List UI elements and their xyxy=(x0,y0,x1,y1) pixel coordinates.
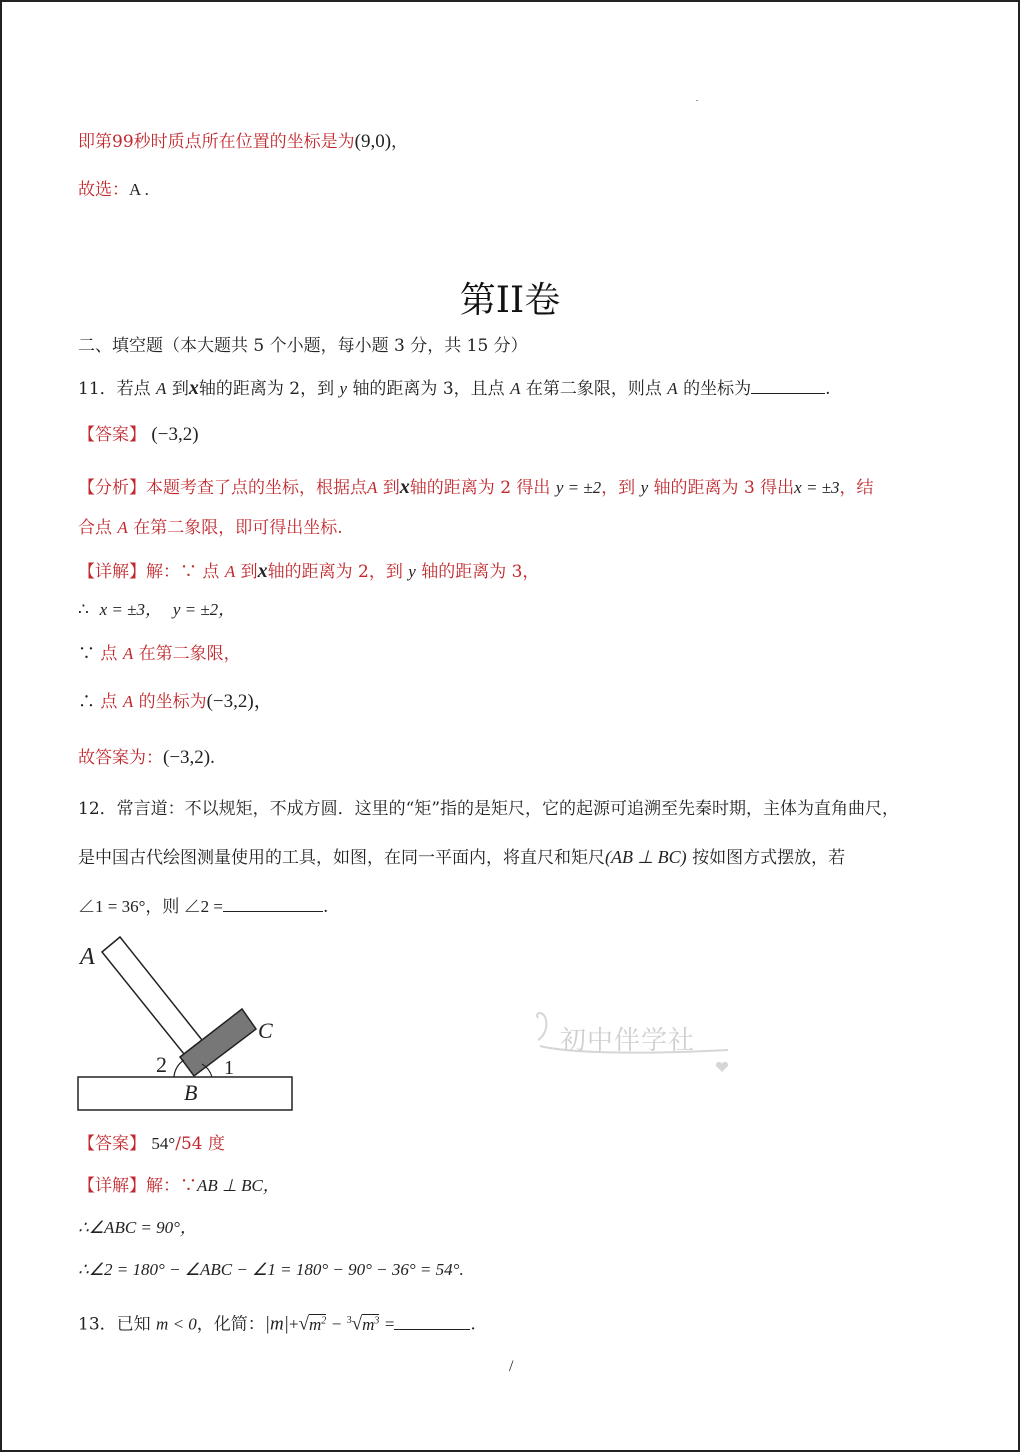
q12-line-1: 12．常言道：不以规矩，不成方圆．这里的“矩”指的是矩尺，它的起源可追溯至先秦时期，主体为直角曲尺， xyxy=(78,799,900,819)
q13-stem: 13．已知 m < 0，化简：$|m|+√m^2 - ^3√m^3$ = . xyxy=(78,1313,476,1335)
q12-step-1: ∴∠ABC = 90°， xyxy=(78,1218,197,1237)
q11-analysis-line-1: 【分析】本题考查了点的坐标，根据点A 到x轴的距离为 2 得出 y = ±2，到 y 轴的距离为 3 得出x = ±3，结 xyxy=(78,476,874,498)
q11-stem: 11．若点 A 到x轴的距离为 2，到 y 轴的距离为 3，且点 A 在第二象限，则点 A 的坐标为 . xyxy=(78,377,831,399)
label-C: C xyxy=(258,1018,273,1043)
q11-step-1: ∴ x = ±3， y = ±2， xyxy=(78,600,236,620)
choose-label: 故选： xyxy=(78,180,129,200)
page-speck xyxy=(696,100,698,101)
watermark xyxy=(532,1010,742,1080)
q12-answer: 【答案】 54°/54 度 xyxy=(78,1134,225,1154)
q12-line-3: ∠1 = 36°，则 ∠2 = . xyxy=(78,897,329,917)
choose-value: A . xyxy=(129,180,149,199)
intro-end: ， xyxy=(391,132,409,152)
q11-answer-value: (−3,2) xyxy=(151,424,199,445)
q13-answer-blank xyxy=(394,1315,470,1330)
q12-perp-condition: (AB ⊥ BC) xyxy=(605,847,687,867)
intro-text: 即第99秒时质点所在位置的坐标是为 xyxy=(78,132,355,152)
page-footer-mark: / xyxy=(509,1358,514,1375)
intro-coordinate: (9,0) xyxy=(354,131,392,152)
square-arm-ab xyxy=(102,937,202,1054)
angle-2-arc xyxy=(174,1060,184,1077)
q11-step-3: ∴ 点 A 的坐标为(−3,2)， xyxy=(78,691,273,712)
q12-step-2: ∴∠2 = 180° − ∠ABC − ∠1 = 180° − 90° − 36° = 54°. xyxy=(78,1260,464,1279)
q12-answer-blank xyxy=(223,897,323,912)
intro-line-2 xyxy=(78,178,149,202)
q12-answer-value: 54° xyxy=(151,1134,176,1153)
label-B: B xyxy=(184,1080,198,1105)
q12-line-2: 是中国古代绘图测量使用的工具，如图，在同一平面内，将直尺和矩尺(AB ⊥ BC) 按如图方式摆放，若 xyxy=(78,847,846,868)
label-angle-2: 2 xyxy=(156,1052,167,1077)
label-A: A xyxy=(80,944,95,970)
q11-step-2: ∵ 点 A 在第二象限， xyxy=(78,644,241,664)
label-angle-1: 1 xyxy=(224,1057,234,1079)
section-title: 第II卷 xyxy=(459,280,561,321)
q11-answer-blank xyxy=(751,379,825,394)
q11-final: 故答案为：(−3,2). xyxy=(78,747,215,768)
q12-detail: 【详解】解：∵AB ⊥ BC， xyxy=(78,1176,280,1196)
intro-line-1 xyxy=(78,130,408,154)
q11-analysis-line-2: 合点 A 在第二象限，即可得出坐标. xyxy=(78,518,343,538)
watermark-text: 初中伴学社 xyxy=(560,1026,696,1056)
section-heading: 二、填空题（本大题共 5 个小题，每小题 3 分，共 15 分） xyxy=(78,336,528,356)
q11-detail-line: 【详解】解：∵ 点 A 到x轴的距离为 2，到 y 轴的距离为 3， xyxy=(78,560,540,582)
q11-answer: 【答案】 (−3,2) xyxy=(78,424,199,445)
ruler-square-figure xyxy=(72,932,312,1117)
